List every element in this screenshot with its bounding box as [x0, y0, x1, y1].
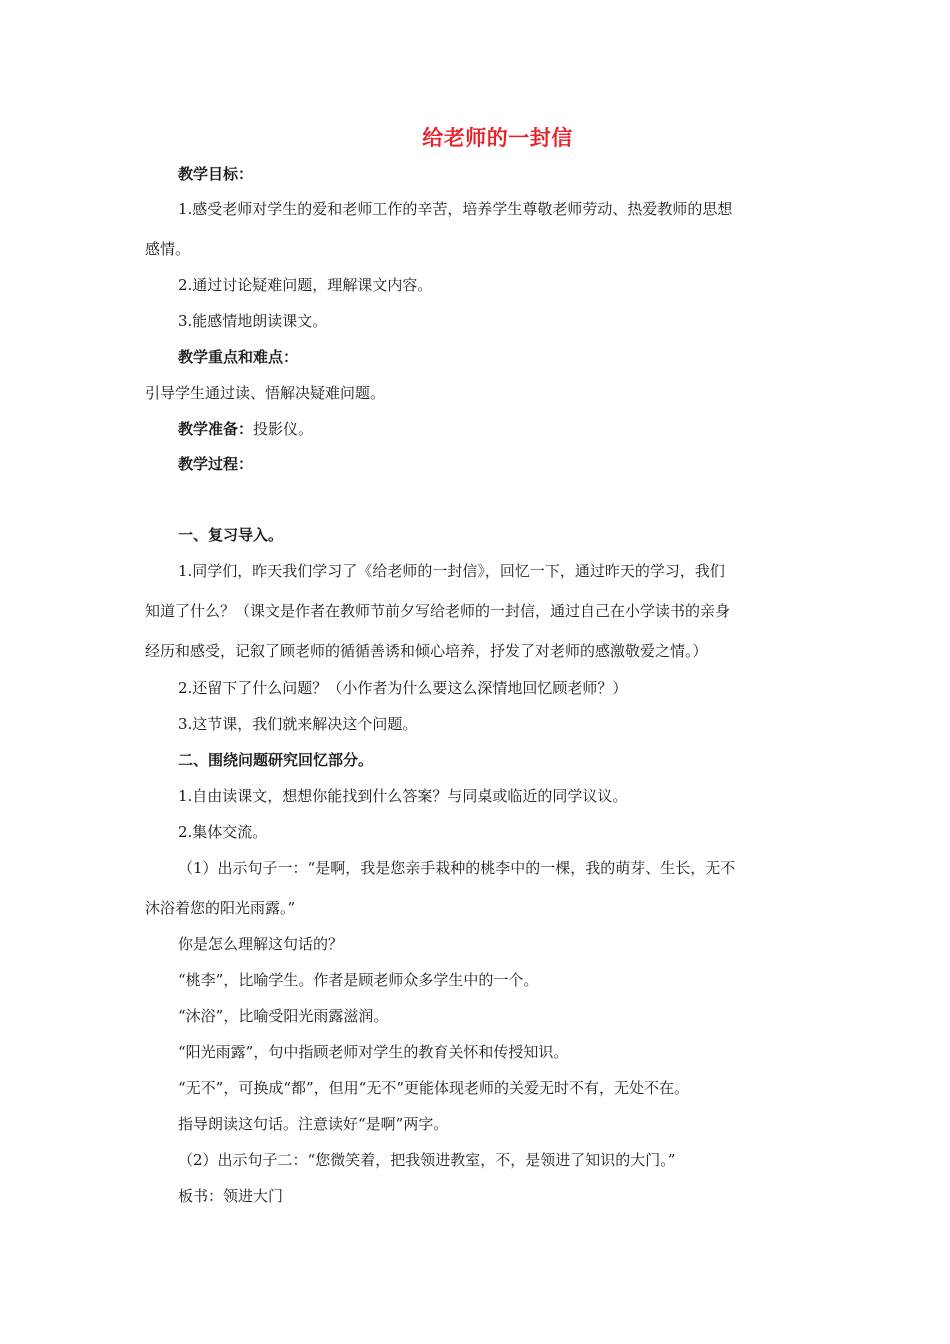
goal-1-line-1: 1.感受老师对学生的爱和老师工作的辛苦，培养学生尊敬老师劳动、热爱教师的思想 — [178, 200, 733, 218]
explain-muyu: “沐浴”，比喻受阳光雨露滋润。 — [178, 1007, 389, 1025]
goal-1-line-2: 感情。 — [145, 240, 191, 258]
goal-2: 2.通过讨论疑难问题，理解课文内容。 — [178, 276, 433, 294]
preparation-line — [178, 419, 818, 439]
process-heading: 教学过程： — [178, 455, 254, 473]
part-1-heading: 一、复习导入。 — [178, 526, 284, 544]
preparation-label: 教学准备： — [178, 420, 254, 438]
question-line: 你是怎么理解这句话的？ — [178, 935, 344, 953]
board-writing: 板书：领进大门 — [178, 1187, 284, 1205]
part-2-item-2: 2.集体交流。 — [178, 823, 268, 841]
goals-heading: 教学目标： — [178, 165, 254, 183]
sentence-1-line-1: （1）出示句子一：“是啊，我是您亲手栽种的桃李中的一棵，我的萌芽、生长，无不 — [178, 859, 736, 877]
document-title: 给老师的一封信 — [422, 126, 573, 150]
sentence-1-line-2: 沐浴着您的阳光雨露。” — [145, 899, 296, 917]
part-1-item-1-line-2: 知道了什么？（课文是作者在教师节前夕写给老师的一封信，通过自己在小学读书的亲身 — [145, 602, 731, 620]
preparation-value: 投影仪。 — [253, 420, 314, 438]
key-points-heading: 教学重点和难点： — [178, 348, 299, 366]
part-1-item-1-line-1: 1.同学们，昨天我们学习了《给老师的一封信》，回忆一下，通过昨天的学习，我们 — [178, 562, 725, 580]
part-1-item-2: 2.还留下了什么问题？（小作者为什么要这么深情地回忆顾老师？） — [178, 679, 628, 697]
part-2-heading: 二、围绕问题研究回忆部分。 — [178, 751, 374, 769]
explain-taoli: “桃李”，比喻学生。作者是顾老师众多学生中的一个。 — [178, 971, 539, 989]
part-2-item-1: 1.自由读课文，想想你能找到什么答案？与同桌或临近的同学议议。 — [178, 787, 628, 805]
part-1-item-1-line-3: 经历和感受，记叙了顾老师的循循善诱和倾心培养，抒发了对老师的感激敬爱之情。） — [145, 642, 708, 660]
sentence-2: （2）出示句子二：“您微笑着，把我领进教室，不，是领进了知识的大门。” — [178, 1151, 676, 1169]
key-points-text: 引导学生通过读、悟解决疑难问题。 — [145, 384, 386, 402]
part-1-item-3: 3.这节课，我们就来解决这个问题。 — [178, 715, 418, 733]
explain-yangguang: “阳光雨露”，句中指顾老师对学生的教育关怀和传授知识。 — [178, 1043, 569, 1061]
reading-guide: 指导朗读这句话。注意读好“是啊”两字。 — [178, 1115, 449, 1133]
explain-wubu: “无不”，可换成“都”，但用“无不”更能体现老师的关爱无时不有，无处不在。 — [178, 1079, 690, 1097]
goal-3: 3.能感情地朗读课文。 — [178, 312, 328, 330]
